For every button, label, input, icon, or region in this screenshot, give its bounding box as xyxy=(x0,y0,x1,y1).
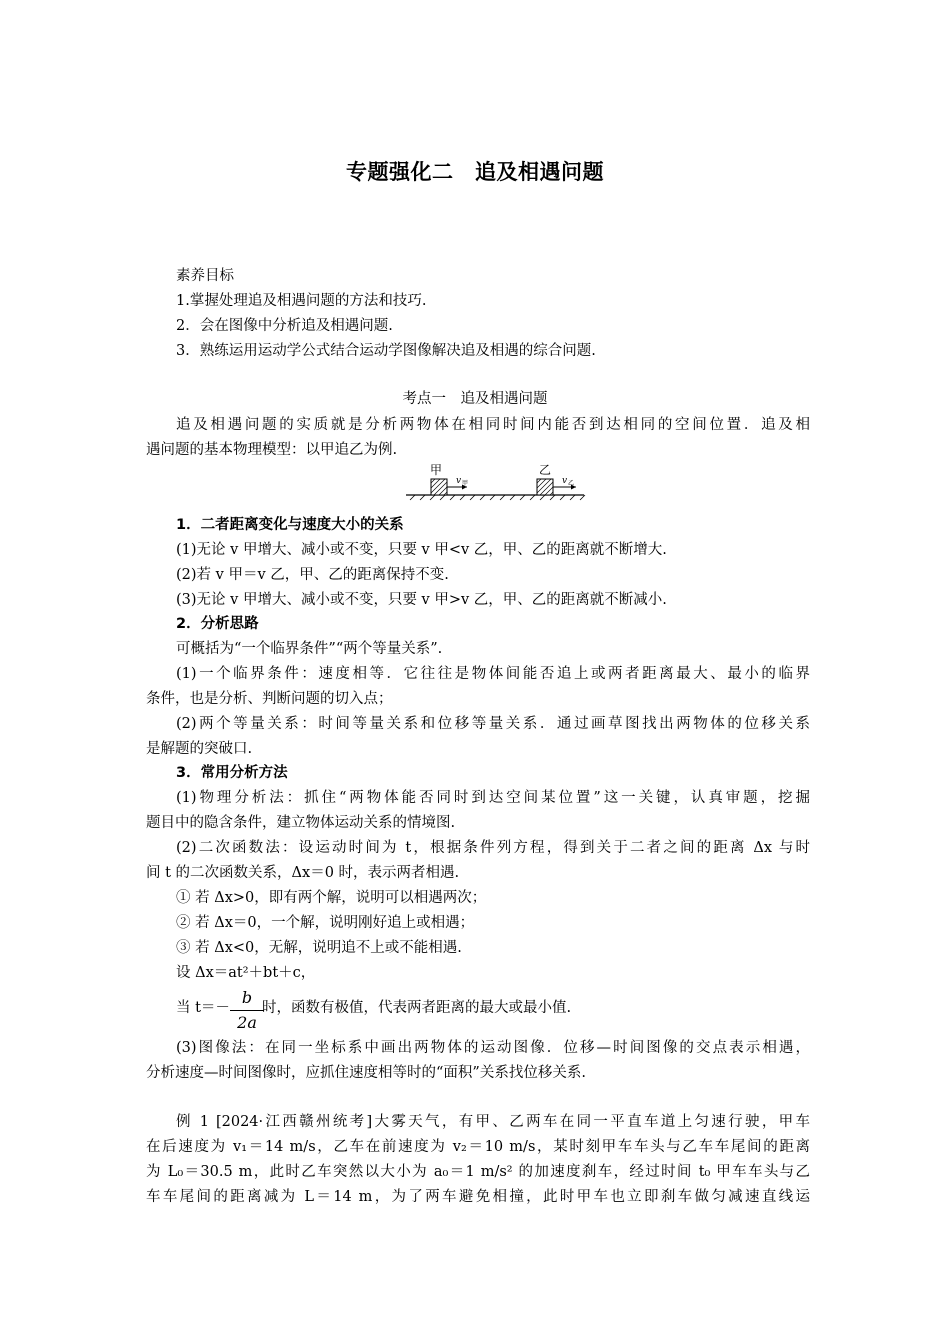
method1-line-b: 题目中的隐含条件，建立物体运动关系的情境图. xyxy=(146,815,456,831)
part1-line-2: (2)若 v 甲＝v 乙，甲、乙的距离保持不变. xyxy=(176,567,449,583)
v-jia-subscript: 甲 xyxy=(462,480,469,487)
method3-line-a: (3)图像法：在同一坐标系中画出两物体的运动图像．位移—时间图像的交点表示相遇， xyxy=(176,1040,810,1056)
extremum-suffix: 时，函数有极值，代表两者距离的最大或最小值. xyxy=(262,1000,572,1016)
example-line-3: 为 L₀＝30.5 m，此时乙车突然以大小为 a₀＝1 m/s² 的加速度刹车，经过时间 t₀ 甲车车头与乙 xyxy=(146,1164,810,1180)
case-1: ① 若 Δx>0，即有两个解，说明可以相遇两次； xyxy=(176,890,487,906)
label-yi: 乙 xyxy=(539,463,552,477)
fraction-b-over-2a xyxy=(230,988,264,1033)
fraction-denominator: 2a xyxy=(237,1013,257,1032)
goal-item-3: 3．熟练运用运动学公式结合运动学图像解决追及相遇的综合问题. xyxy=(176,343,596,359)
quadratic-setup: 设 Δx＝at²＋bt＋c， xyxy=(176,965,316,981)
part2-line-3a: (2)两个等量关系：时间等量关系和位移等量关系．通过画草图找出两物体的位移关系 xyxy=(176,716,810,732)
intro-line-1: 追及相遇问题的实质就是分析两物体在相同时间内能否到达相同的空间位置．追及相 xyxy=(176,417,810,433)
part2-heading: 2．分析思路 xyxy=(176,616,259,632)
part2-line-2b: 条件，也是分析、判断问题的切入点； xyxy=(146,691,393,707)
block-yi xyxy=(537,479,553,495)
example-line-1: 例 1 [2024·江西赣州统考]大雾天气，有甲、乙两车在同一平直车道上匀速行驶，甲车 xyxy=(176,1114,810,1130)
page-title: 专题强化二 追及相遇问题 xyxy=(346,160,604,184)
part1-line-3: (3)无论 v 甲增大、减小或不变，只要 v 甲>v 乙，甲、乙的距离就不断减小. xyxy=(176,592,667,608)
case-2: ② 若 Δx＝0，一个解，说明刚好追上或相遇； xyxy=(176,915,475,931)
goal-item-2: 2．会在图像中分析追及相遇问题. xyxy=(176,318,393,334)
goals-heading: 素养目标 xyxy=(176,268,234,284)
v-yi-symbol: v xyxy=(562,476,568,486)
block-jia xyxy=(431,479,447,495)
part1-line-1: (1)无论 v 甲增大、减小或不变，只要 v 甲<v 乙，甲、乙的距离就不断增大. xyxy=(176,542,667,558)
fraction-bar xyxy=(230,1010,264,1011)
case-3: ③ 若 Δx<0，无解，说明追不上或不能相遇. xyxy=(176,940,462,956)
part3-heading: 3．常用分析方法 xyxy=(176,765,288,781)
extremum-prefix: 当 t＝－ xyxy=(176,1000,230,1016)
v-jia-symbol: v xyxy=(456,476,462,486)
label-jia: 甲 xyxy=(430,463,443,477)
fraction-numerator: b xyxy=(241,988,253,1007)
example-line-2: 在后速度为 v₁＝14 m/s，乙车在前速度为 v₂＝10 m/s，某时刻甲车车头与乙车车尾间的距离 xyxy=(146,1139,810,1155)
section-heading: 考点一 追及相遇问题 xyxy=(402,391,548,407)
method3-line-b: 分析速度—时间图像时，应抓住速度相等时的“面积”关系找位移关系. xyxy=(146,1065,586,1081)
method1-line-a: (1)物理分析法：抓住“两物体能否同时到达空间某位置”这一关键，认真审题，挖掘 xyxy=(176,790,810,806)
example-line-4: 车车尾间的距离减为 L＝14 m，为了两车避免相撞，此时甲车也立即刹车做匀减速直线运 xyxy=(146,1189,810,1205)
method2-line-b: 间 t 的二次函数关系，Δx＝0 时，表示两者相遇. xyxy=(146,865,460,881)
part2-line-1: 可概括为“一个临界条件”“两个等量关系”. xyxy=(176,641,443,657)
part2-line-3b: 是解题的突破口. xyxy=(146,741,253,757)
goal-item-1: 1.掌握处理追及相遇问题的方法和技巧. xyxy=(176,293,427,309)
part1-heading: 1．二者距离变化与速度大小的关系 xyxy=(176,517,404,533)
chase-diagram xyxy=(400,460,590,504)
method2-line-a: (2)二次函数法：设运动时间为 t，根据条件列方程，得到关于二者之间的距离 Δx 与时 xyxy=(176,840,810,856)
part2-line-2a: (1)一个临界条件：速度相等．它往往是物体间能否追上或两者距离最大、最小的临界 xyxy=(176,666,810,682)
v-yi-subscript: 乙 xyxy=(568,480,575,487)
intro-line-2: 遇问题的基本物理模型：以甲追乙为例. xyxy=(146,442,398,458)
